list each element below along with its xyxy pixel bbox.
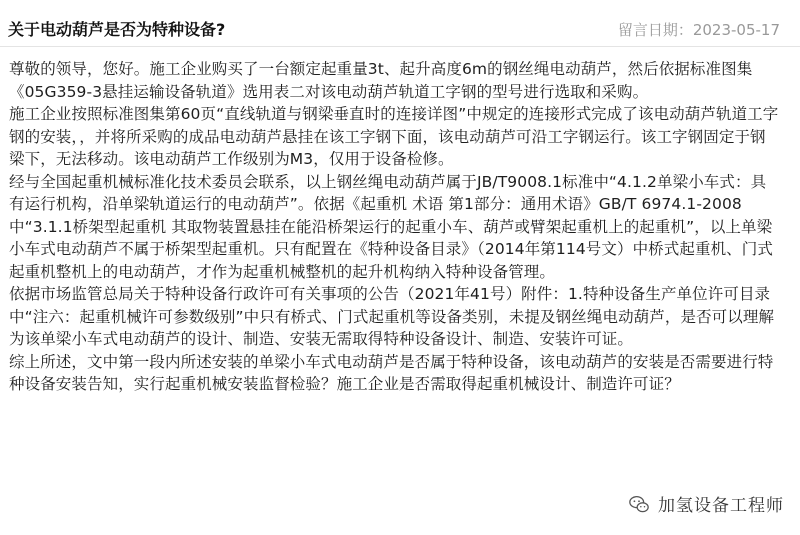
paragraph-4: 依据市场监管总局关于特种设备行政许可有关事项的公告（2021年41号）附件：1.特种设备生产单位许可目录中“注六：起重机械许可参数级别”中只有桥式、门式起重机等设备类别，未提及钢丝绳电动葫芦，是否可以理解为该单梁小车式电动葫芦的设计、制造、安装无需取得特种设备设计、制造、安装许可证。 (9, 285, 775, 348)
watermark (624, 489, 788, 518)
paragraph-5: 综上所述，文中第一段内所述安装的单梁小车式电动葫芦是否属于特种设备，该电动葫芦的安装是否需要进行特种设备安装告知，实行起重机械安装监督检验？施工企业是否需取得起重机械设计、制造许可证？ (9, 352, 774, 393)
message-title: 关于电动葫芦是否为特种设备? (8, 20, 226, 39)
message-header (0, 0, 800, 47)
wechat-icon (628, 493, 650, 515)
message-body (9, 58, 781, 396)
message-date: 留言日期：2023-05-17 (617, 21, 780, 39)
paragraph-1: 尊敬的领导，您好。施工企业购买了一台额定起重量3t、起升高度6m的钢丝绳电动葫芦，然后依据标准图集《05G359-3悬挂运输设备轨道》选用表二对该电动葫芦轨道工字钢的型号进行选取和采购。 (9, 60, 753, 101)
paragraph-3: 经与全国起重机械标准化技术委员会联系，以上钢丝绳电动葫芦属于JB/T9008.1标准中“4.1.2单梁小车式：具有运行机构，沿单梁轨道运行的电动葫芦”。依据《起重机 术语 第1部分：通用术语》GB/T 6974.1-2008中“3.1.1桥架型起重机 其取物装置悬挂在能沿桥架运行的起重小车、葫芦或臂架起重机上的起重机”，以上单梁小车式电动葫芦不属于桥架型起重机。只有配置在《特种设备目录》（2014年第114号文）中桥式起重机、门式起重机整机上的电动葫芦，才作为起重机械整机的起升机构纳入特种设备管理。 (9, 172, 773, 281)
watermark-text: 加氢设备工程师 (658, 496, 784, 516)
paragraph-2: 施工企业按照标准图集第60页“直线轨道与钢梁垂直时的连接详图”中规定的连接形式完成了该电动葫芦轨道工字钢的安装，，并将所采购的成品电动葫芦悬挂在该工字钢下面，该电动葫芦可沿工字钢运行。该工字钢固定于钢梁下，无法移动。该电动葫芦工作级别为M3，仅用于设备检修。 (9, 105, 779, 168)
